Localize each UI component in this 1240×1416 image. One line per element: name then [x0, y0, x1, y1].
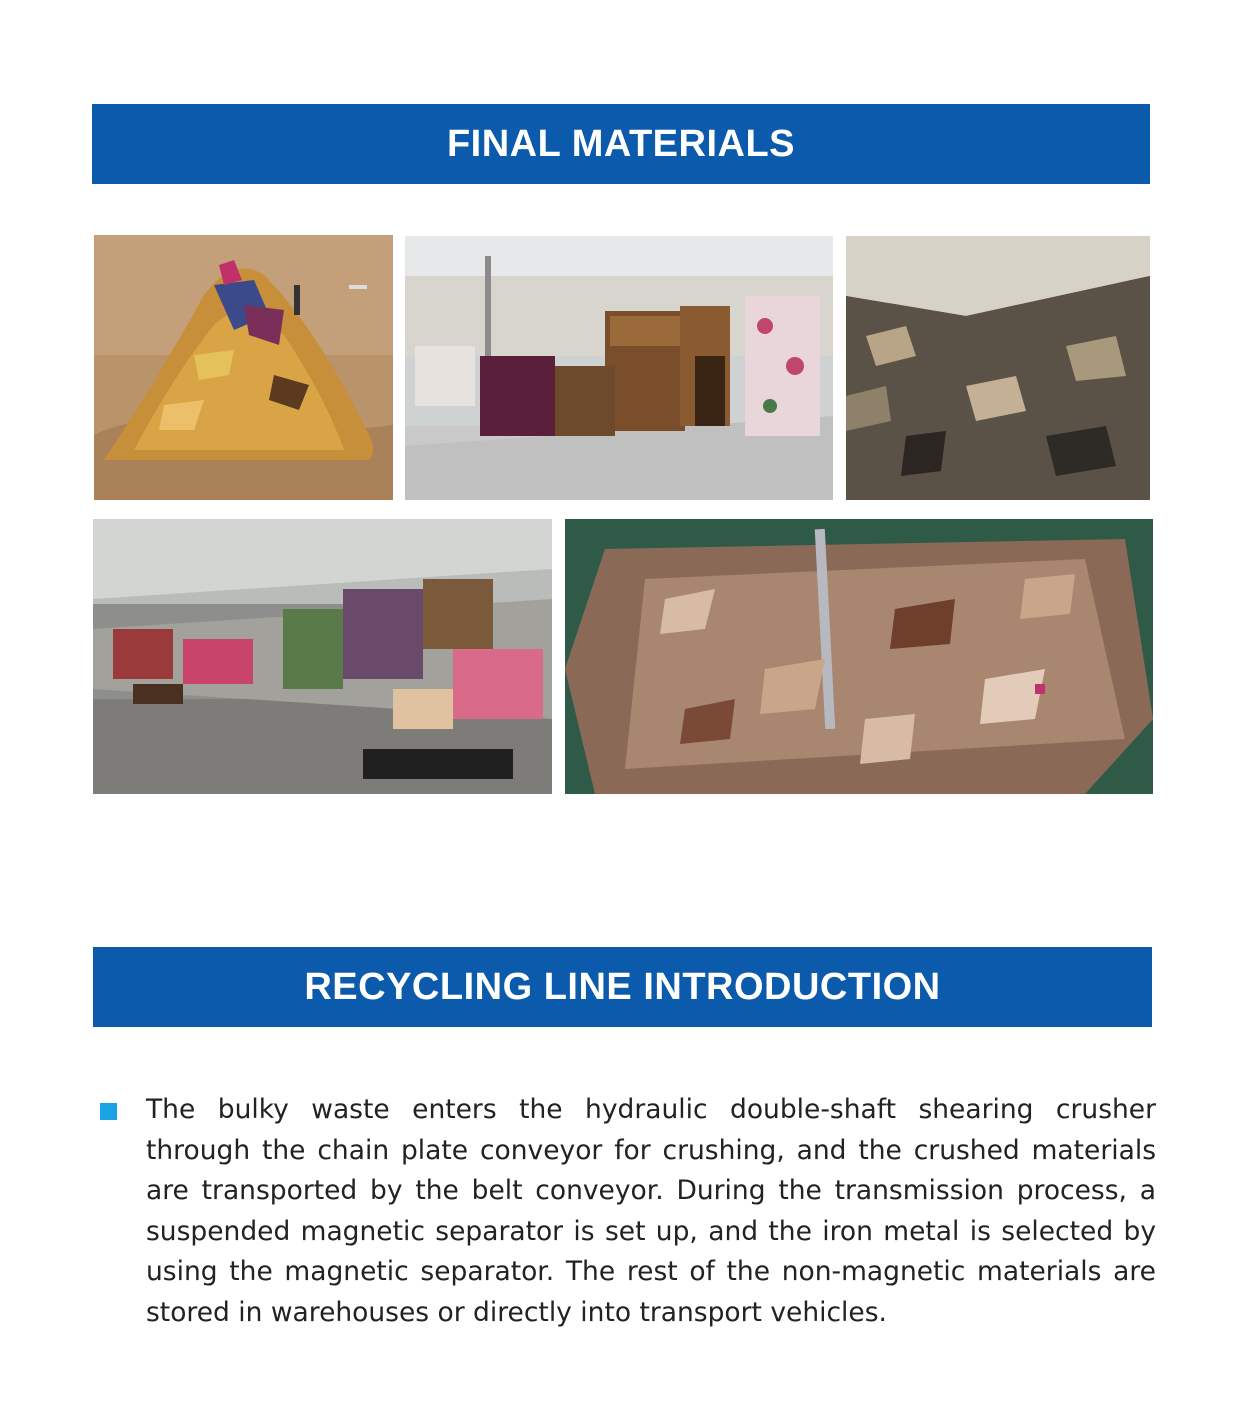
bullet-square-icon [100, 1103, 117, 1120]
warehouse-furniture-pile-photo [93, 519, 552, 794]
intro-paragraph: The bulky waste enters the hydraulic double-shaft shearing crusher through the chain plate conveyor for crushing, and the crushed materials are transported by the belt conveyor. During the transmission process, a suspended magnetic separator is set up, and the iron metal is selected by using the magnetic separator. The rest of the non-magnetic materials are stored in warehouses or directly into transport vehicles. [146, 1094, 1156, 1328]
crushed-waste-pile-photo [94, 235, 393, 500]
recycling-line-heading: RECYCLING LINE INTRODUCTION [93, 947, 1152, 1027]
discarded-furniture-photo [405, 236, 833, 500]
shredded-wood-waste-photo [846, 236, 1150, 500]
recycling-line-intro [100, 1090, 1156, 1334]
wood-chips-closeup-photo [565, 519, 1153, 794]
final-materials-heading: FINAL MATERIALS [92, 104, 1150, 184]
